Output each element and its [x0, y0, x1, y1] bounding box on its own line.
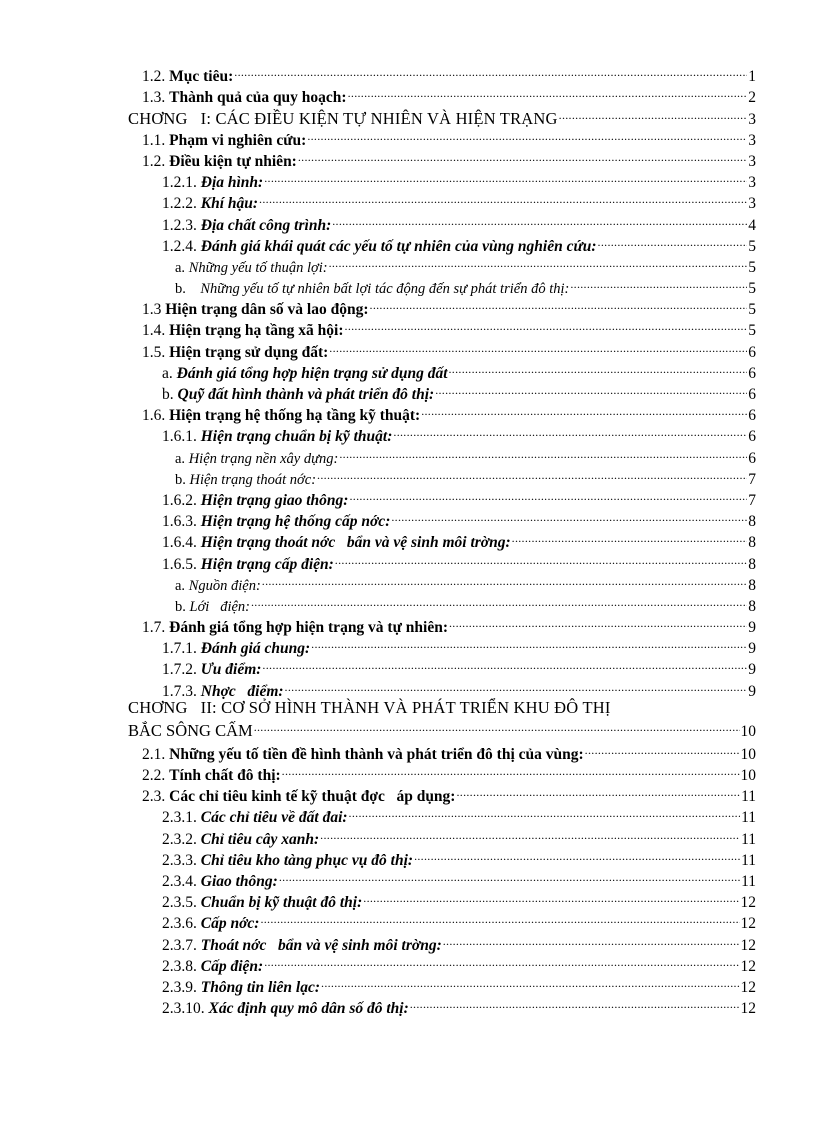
dot-leader [262, 569, 747, 590]
dot-leader [370, 293, 748, 314]
toc-page-number: 1 [748, 68, 756, 86]
toc-entry-title: Địa chất công trình: [200, 216, 332, 234]
toc-entry-title: Điều kiện tự nhiên: [169, 152, 297, 170]
toc-entry-number: 2.3.8. [162, 957, 201, 975]
dot-leader [307, 124, 747, 145]
toc-page-number: 8 [748, 576, 756, 594]
toc-entry-number: b. [162, 386, 178, 403]
dot-leader [363, 886, 739, 907]
toc-page-number: 5 [748, 258, 756, 276]
toc-entry-title: Hiện trạng hệ thống cấp nớc: [200, 513, 391, 531]
toc-entry-title: Chỉ tiêu kho tàng phục vụ đô thị: [200, 851, 414, 869]
toc-page-number: 10 [740, 767, 756, 784]
toc-entry-number: 1.2.3. [162, 216, 201, 234]
toc-entry-title: Hiện trạng hệ thống hạ tầng kỹ thuật: [169, 407, 421, 425]
dot-leader [259, 187, 747, 208]
toc-entry-title: Các chỉ tiêu kinh tế kỹ thuật đợc áp dụng: [169, 788, 456, 806]
toc-entry-number: 2.3.6. [162, 915, 201, 933]
toc-page-number: 8 [748, 513, 756, 531]
toc-chapter-title: CHƠNG II: CƠ SỞ HÌNH THÀNH VÀ PHÁT TRIỂN KHU ĐÔ THỊ [128, 697, 611, 717]
toc-entry-title: Hiện trạng thoát nớc: [189, 471, 317, 488]
toc-page-number: 6 [748, 428, 756, 446]
toc-page-number: 7 [748, 470, 756, 488]
dot-leader [435, 378, 747, 399]
toc-entry-number: 1.1. [142, 131, 170, 149]
toc-entry-number: 1.6.2. [162, 491, 201, 509]
dot-leader [391, 505, 747, 526]
toc-entry-number: 1.4. [142, 322, 170, 340]
toc-page-number: 12 [740, 957, 756, 975]
toc-entry-title: Thoát nớc bẩn và vệ sinh môi trờng: [200, 936, 442, 954]
dot-leader [443, 928, 740, 949]
toc-entry-title: CHƠNG I: CÁC ĐIỀU KIỆN TỰ NHIÊN VÀ HIỆN TRẠNG [128, 108, 558, 128]
toc-entry-number: 1.5. [142, 343, 170, 361]
dot-leader [298, 145, 747, 166]
toc-entry-number: 1.7.3. [162, 682, 201, 700]
dot-leader [570, 272, 747, 293]
dot-leader [456, 780, 740, 801]
toc-entry-number: 1.7.1. [162, 640, 201, 658]
toc-page-number: 6 [748, 386, 756, 403]
toc-entry-title: Hiện trạng nền xây dựng: [188, 450, 339, 467]
dot-leader [251, 590, 747, 611]
toc-entry-number: 1.3 [142, 301, 166, 319]
toc-entry-title: Giao thông: [200, 872, 278, 890]
toc-entry-title: Hiện trạng giao thông: [200, 491, 349, 509]
toc-entry-title: Đánh giá chung: [200, 640, 311, 658]
dot-leader [262, 653, 747, 674]
table-of-contents [128, 60, 756, 1018]
toc-entry-number: a. [175, 259, 189, 276]
toc-page-number: 2 [748, 89, 756, 107]
toc-entry-title: Thông tin liên lạc: [200, 978, 321, 996]
dot-leader [410, 992, 740, 1013]
dot-leader [339, 441, 747, 462]
toc-entry-title: Những yếu tố tự nhiên bất lợi tác động đến sự phát triển đô thị: [200, 281, 570, 298]
toc-entry-title: Tính chất đô thị: [169, 767, 281, 784]
dot-leader [345, 314, 748, 335]
toc-page-number: 8 [748, 555, 756, 573]
toc-page-number: 8 [748, 534, 756, 552]
dot-leader [282, 759, 740, 780]
dot-leader [264, 950, 739, 971]
dot-leader [393, 420, 747, 441]
dot-leader [332, 208, 747, 229]
toc-entry-number: b. [175, 281, 201, 298]
toc-entry-title: Quỹ đất hình thành và phát triển đô thị: [177, 386, 435, 403]
toc-entry-number: 2.3. [142, 788, 170, 806]
toc-entry-number: 1.2. [142, 152, 170, 170]
toc-entry-title: Hiện trạng sử dụng đất: [169, 343, 329, 361]
toc-entry-title: Đánh giá khái quát các yếu tố tự nhiên của vùng nghiên cứu: [200, 237, 597, 255]
dot-leader [260, 907, 739, 928]
toc-entry-number: 1.6.4. [162, 534, 201, 552]
dot-leader [329, 335, 747, 356]
toc-page-number: 12 [740, 915, 756, 933]
toc-entry-number: 1.3. [142, 89, 170, 107]
toc-page-number: 12 [740, 1000, 756, 1018]
toc-entry-title: Hiện trạng cấp điện: [200, 555, 334, 573]
dot-leader [279, 865, 740, 886]
toc-entry-number: 2.3.5. [162, 894, 201, 912]
toc-entry-title: Cấp điện: [200, 957, 264, 975]
toc-entry-title: Mục tiêu: [169, 68, 234, 86]
dot-leader [414, 844, 740, 865]
dot-leader [512, 526, 748, 547]
toc-page-number: 6 [748, 449, 756, 467]
toc-entry-number: 2.3.2. [162, 830, 201, 848]
toc-entry-number: 1.7.2. [162, 661, 201, 679]
dot-leader [254, 717, 740, 736]
dot-leader [317, 463, 747, 484]
toc-entry-title: Khí hậu: [200, 195, 259, 213]
toc-page-number: 5 [748, 301, 756, 319]
toc-page-number: 11 [741, 872, 756, 890]
toc-entry-number: a. [175, 577, 189, 594]
toc-page-number: 10 [740, 745, 756, 763]
toc-entry-title: Các chỉ tiêu về đất đai: [200, 809, 348, 827]
toc-page-number: 5 [748, 237, 756, 255]
toc-entry-title: Nguồn điện: [188, 577, 261, 594]
dot-leader [329, 251, 748, 272]
toc-page-number: 3 [748, 152, 756, 170]
toc-entry-number: 1.6.1. [162, 428, 201, 446]
dot-leader [585, 738, 740, 759]
toc-entry-title: Hiện trạng dân số và lao động: [165, 301, 369, 319]
dot-leader [598, 230, 748, 251]
dot-leader [264, 166, 747, 187]
toc-page-number: 4 [748, 216, 756, 234]
toc-page-number: 6 [748, 364, 756, 382]
toc-entry-title: Hiện trạng thoát nớc bẩn và vệ sinh môi trờng: [200, 534, 511, 552]
toc-page-number: 10 [740, 722, 756, 740]
toc-entry-title: Địa hình: [200, 174, 264, 192]
toc-entry-title: Đánh giá tổng hợp hiện trạng và tự nhiên: [169, 619, 448, 637]
toc-entry[interactable] [128, 738, 756, 763]
toc-page-number: 9 [748, 619, 756, 637]
toc-page-number: 11 [741, 851, 756, 869]
toc-entry-number: 1.7. [142, 619, 170, 637]
toc-page-number: 11 [741, 830, 756, 848]
dot-leader [559, 102, 748, 123]
toc-entry-number: 2.3.7. [162, 936, 201, 954]
toc-page-number: 6 [748, 407, 756, 425]
toc-entry-title: Đánh giá tổng hợp hiện trạng sử dụng đất [176, 364, 448, 382]
toc-entry-title: Chuẩn bị kỹ thuật đô thị: [200, 894, 363, 912]
dot-leader [449, 357, 748, 378]
toc-entry-number: a. [162, 364, 177, 382]
toc-page-number: 9 [748, 682, 756, 700]
toc-entry-number: 2.3.3. [162, 851, 201, 869]
toc-entry-title: Hiện trạng hạ tầng xã hội: [169, 322, 344, 340]
toc-entry-title: Lới điện: [189, 598, 250, 615]
toc-entry-number: 1.6.5. [162, 555, 201, 573]
toc-entry-number: a. [175, 450, 189, 467]
toc-entry-title: Chỉ tiêu cây xanh: [200, 830, 320, 848]
dot-leader [320, 822, 740, 843]
toc-page-number: 12 [740, 936, 756, 954]
toc-entry-number: 1.2.1. [162, 174, 201, 192]
toc-entry-title: Thành quả của quy hoạch: [169, 89, 347, 107]
dot-leader [321, 971, 739, 992]
dot-leader [311, 632, 747, 653]
toc-entry-title: Xác định quy mô dân số đô thị: [208, 1000, 409, 1018]
toc-page-number: 11 [741, 809, 756, 827]
toc-page-number: 11 [741, 788, 756, 806]
toc-page-number: 3 [748, 174, 756, 192]
toc-entry-number: 1.6. [142, 407, 170, 425]
dot-leader [348, 81, 748, 102]
toc-page-number: 7 [748, 491, 756, 509]
toc-entry-number: 2.1. [142, 745, 170, 763]
toc-entry-title: Nhợc điểm: [200, 682, 284, 700]
toc-page-number: 9 [748, 661, 756, 679]
dot-leader [449, 611, 747, 632]
toc-entry[interactable] [128, 60, 756, 86]
toc-page-number: 5 [748, 322, 756, 340]
dot-leader [421, 399, 747, 420]
toc-entry-number: 2.3.4. [162, 872, 201, 890]
toc-entry-number: 1.2.4. [162, 237, 201, 255]
dot-leader [285, 674, 748, 695]
toc-entry-number: b. [175, 598, 190, 615]
toc-entry-number: 2.2. [142, 767, 170, 784]
toc-entry-title: Cấp nớc: [200, 915, 260, 933]
dot-leader [234, 60, 747, 81]
toc-entry-number: 2.3.10. [162, 1000, 209, 1018]
toc-chapter-title-continued: BẮC SÔNG CẤM [128, 720, 253, 740]
dot-leader [349, 484, 747, 505]
toc-page-number: 3 [748, 110, 756, 128]
toc-entry-number: 1.2.2. [162, 195, 201, 213]
toc-page-number: 6 [748, 343, 756, 361]
toc-entry-title: Phạm vi nghiên cứu: [169, 131, 307, 149]
dot-leader [349, 801, 741, 822]
toc-page-number: 9 [748, 640, 756, 658]
toc-entry-title: Những yếu tố tiền đề hình thành và phát triển đô thị của vùng: [169, 745, 584, 763]
toc-entry-number: 1.2. [142, 68, 170, 86]
toc-page-number: 3 [748, 131, 756, 149]
toc-page-number: 12 [740, 978, 756, 996]
toc-chapter-entry[interactable] [128, 697, 756, 740]
dot-leader [335, 547, 747, 568]
toc-page-number: 12 [740, 894, 756, 912]
toc-entry-number: 2.3.9. [162, 978, 201, 996]
toc-page-number: 5 [748, 280, 756, 298]
toc-page-number: 3 [748, 195, 756, 213]
toc-entry-title: Những yếu tố thuận lợi: [188, 259, 328, 276]
toc-page-number: 8 [748, 597, 756, 615]
toc-entry-number: 1.6.3. [162, 513, 201, 531]
toc-entry-title: Ưu điểm: [200, 661, 262, 679]
toc-entry-title: Hiện trạng chuẩn bị kỹ thuật: [200, 428, 393, 446]
toc-entry-number: 2.3.1. [162, 809, 201, 827]
toc-entry-number: b. [175, 471, 190, 488]
